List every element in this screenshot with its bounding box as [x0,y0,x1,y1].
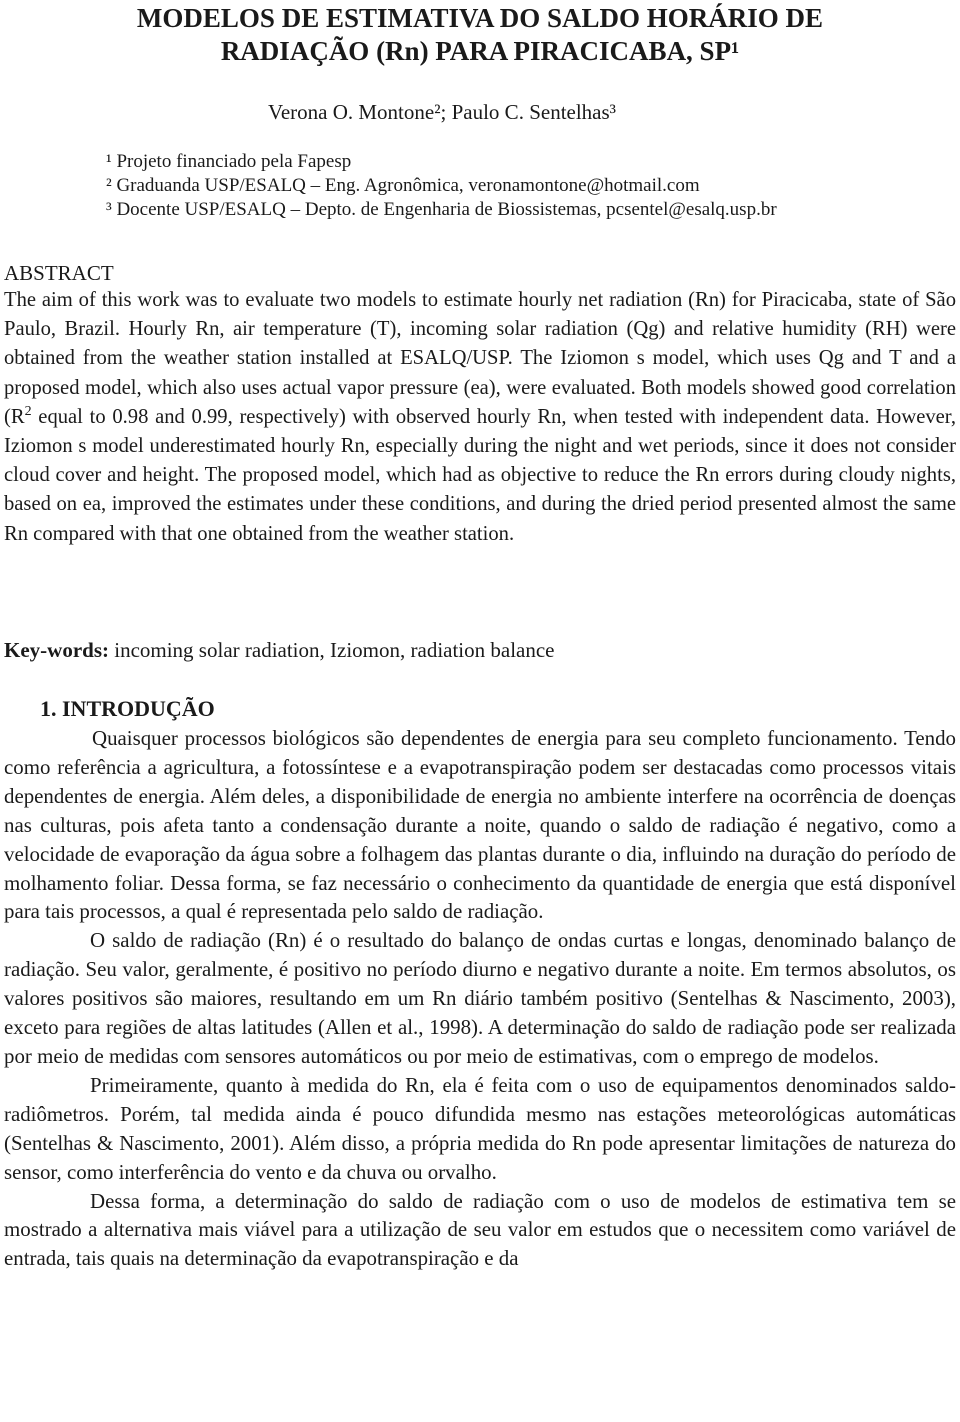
intro-paragraph-4: Dessa forma, a determinação do saldo de radiação com o uso de modelos de estimativa tem se mostrado a alternativa mais viável para a utilização de seu valor em estudos que o necessitem como variável de entrada, tais quais na determinação da evapotranspiração e da [4,1188,956,1271]
intro-body [4,724,956,1273]
intro-paragraph-1: Quaisquer processos biológicos são dependentes de energia para seu completo funcionamento. Tendo como referência a agricultura, a fotossíntese e a evapotranspiração podem ser destacadas como processos vitais dependentes de energia. Além deles, a disponibilidade de energia no ambiente interfere na ocorrência de doenças nas culturas, pois afeta tanto a condensação durante a noite, quando o saldo de radiação é negativo, como a velocidade de evaporação da água sobre a folhagem das plantas durante o dia, influindo na duração do período de molhamento foliar. Dessa forma, se faz necessário o conhecimento da quantidade de energia que está disponível para tais processos, a qual é representada pelo saldo de radiação. [4,726,956,924]
abstract-text-part-1: The aim of this work was to evaluate two models to estimate hourly net radiation (Rn) for Piracicaba, state of São Paulo, Brazil. Hourly Rn, air temperature (T), incoming solar radiation (Qg) and relative humidity (RH) were obtained from the weather station installed at ESALQ/USP. The Iziomon s model, which uses Qg and T and a proposed model, which also uses actual vapor pressure (ea), were evaluated. Both models showed good correlation (R [4,289,956,428]
paper-title [0,2,960,68]
keywords-label: Key-words: [4,638,109,662]
intro-heading: 1. INTRODUÇÃO [40,696,215,721]
keywords-text: incoming solar radiation, Iziomon, radiation balance [108,638,555,662]
affiliations [106,150,777,222]
authors: Verona O. Montone²; Paulo C. Sentelhas³ [268,100,616,124]
affiliation-3: ³ Docente USP/ESALQ – Depto. de Engenharia de Biossistemas, pcsentel@esalq.usp.br [106,199,777,220]
affiliation-1: ¹ Projeto financiado pela Fapesp [106,151,352,172]
intro-paragraph-3: Primeiramente, quanto à medida do Rn, ela é feita com o uso de equipamentos denominados saldo-radiômetros. Porém, tal medida ainda é pouco difundida mesmo nas estações meteorológicas automáticas (Sentelhas & Nascimento, 2001). Além disso, a própria medida do Rn pode apresentar limitações de natureza do sensor, como interferência do vento e da chuva ou orvalho. [4,1072,956,1184]
keywords [4,636,555,665]
affiliation-2: ² Graduanda USP/ESALQ – Eng. Agronômica, veronamontone@hotmail.com [106,175,700,196]
abstract-text-part-2: equal to 0.98 and 0.99, respectively) with observed hourly Rn, when tested with independent data. However, Iziomon s model underestimated hourly Rn, especially during the night and wet periods, since it does not consider cloud cover and height. The proposed model, which had as objective to reduce the Rn errors during cloudy nights, based on ea, improved the estimates under these conditions, and during the dried period presented almost the same Rn compared with that one obtained from the weather station. [4,405,956,545]
abstract-heading: ABSTRACT [4,261,114,285]
abstract-superscript: 2 [24,403,32,419]
abstract-text [4,286,956,549]
intro-paragraph-2: O saldo de radiação (Rn) é o resultado do balanço de ondas curtas e longas, denominado balanço de radiação. Seu valor, geralmente, é positivo no período diurno e negativo durante a noite. Em termos absolutos, os valores positivos são maiores, resultando em um Rn diário também positivo (Sentelhas & Nascimento, 2003), exceto para regiões de altas latitudes (Allen et al., 1998). A determinação do saldo de radiação pode ser realizada por meio de medidas com sensores automáticos ou por meio de estimativas, com o emprego de modelos. [4,928,956,1068]
title-line-2: RADIAÇÃO (Rn) PARA PIRACICABA, SP¹ [220,36,740,66]
title-line-1: MODELOS DE ESTIMATIVA DO SALDO HORÁRIO DE [136,3,824,33]
